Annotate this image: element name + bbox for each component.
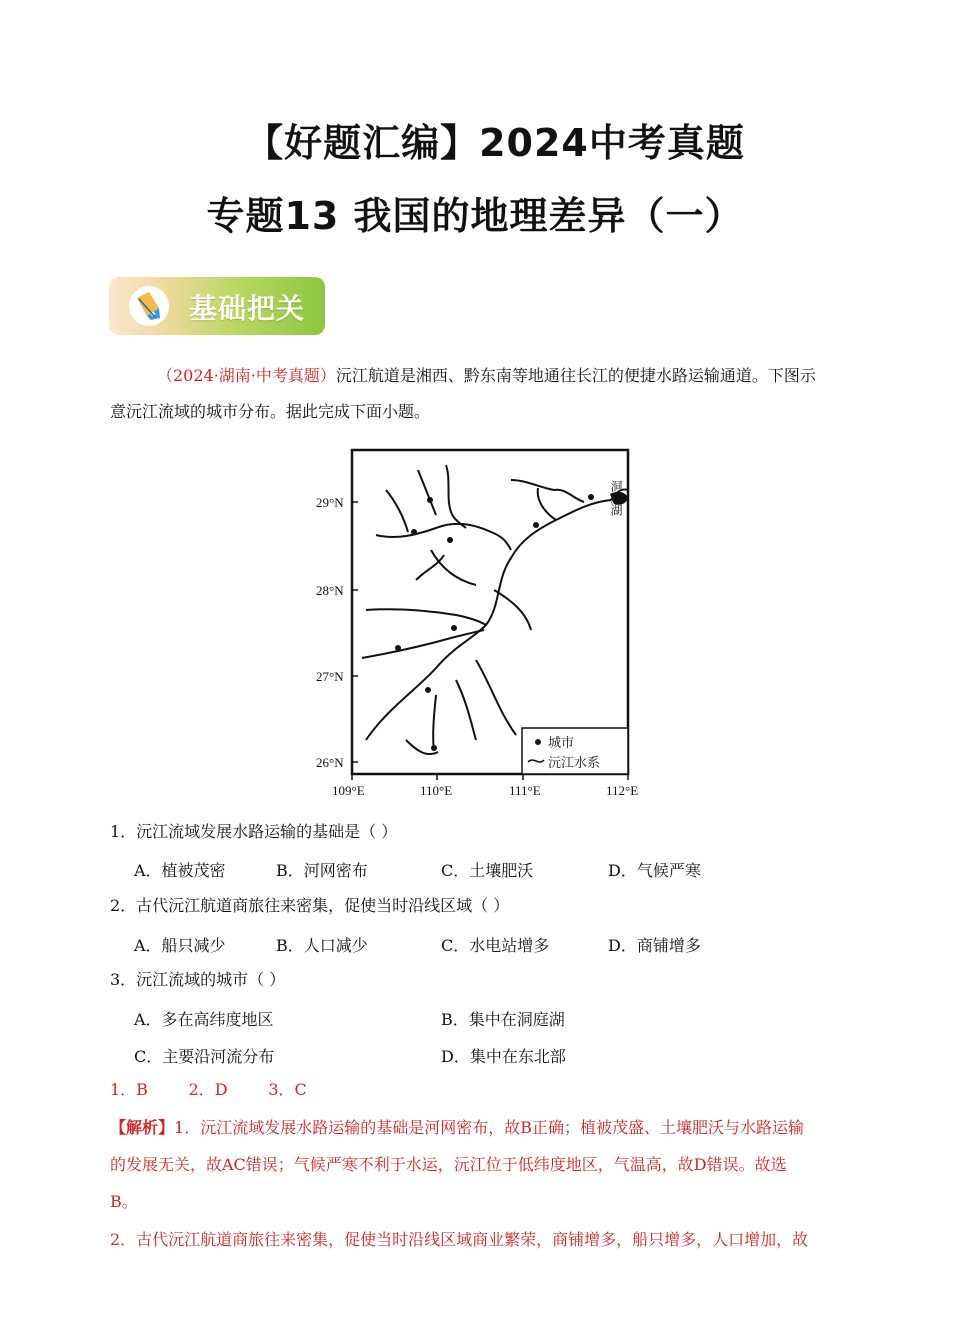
city-marker (588, 494, 594, 500)
q1-option-a: A．植被茂密 (134, 861, 226, 880)
question-3-stem: 3．沅江流域的城市（ ） (110, 970, 286, 989)
lat-label-27: 27°N (316, 669, 344, 684)
city-marker (431, 745, 437, 751)
analysis-line-1: 【解析】1．沅江流域发展水路运输的基础是河网密布，故B正确；植被茂盛、土壤肥沃与水路运输 (110, 1118, 804, 1137)
q3-option-a: A．多在高纬度地区 (134, 1010, 274, 1029)
q1-option-b: B．河网密布 (276, 861, 368, 880)
document-title: 【好题汇编】2024中考真题 (245, 121, 745, 165)
analysis-line-4: 2．古代沅江航道商旅往来密集，促使当时沿线区域商业繁荣，商铺增多，船只增多，人口增加，故 (110, 1230, 809, 1249)
city-marker (451, 625, 457, 631)
city-marker (533, 522, 539, 528)
question-1-stem: 1．沅江流域发展水路运输的基础是（ ） (110, 822, 398, 841)
q2-option-b: B．人口减少 (276, 936, 368, 955)
lat-label-26: 26°N (316, 755, 344, 770)
intro-line-1: （2024·湖南·中考真题）沅江航道是湘西、黔东南等地通往长江的便捷水路运输通道。下图示 (157, 366, 816, 385)
analysis-tag: 【解析】 (110, 1118, 175, 1137)
q2-option-c: C．水电站增多 (441, 936, 550, 955)
intro-line-2: 意沅江流域的城市分布。据此完成下面小题。 (110, 402, 431, 421)
legend-city-icon (535, 739, 541, 745)
badge-label: 基础把关 (189, 292, 306, 325)
city-marker (447, 537, 453, 543)
document-subtitle: 专题13 我国的地理差异（一） (206, 194, 744, 238)
source-tag: （2024·湖南·中考真题） (157, 366, 336, 385)
q3-option-b: B．集中在洞庭湖 (441, 1010, 565, 1029)
lon-label-109: 109°E (332, 783, 365, 798)
city-marker (395, 645, 401, 651)
lake-label: 洞庭湖 (609, 480, 623, 516)
city-marker (411, 529, 417, 535)
map-legend (522, 728, 628, 774)
legend-city-label: 城市 (548, 736, 575, 751)
city-marker (427, 497, 433, 503)
q3-option-d: D．集中在东北部 (441, 1047, 566, 1066)
lat-label-29: 29°N (316, 495, 344, 510)
question-2-stem: 2．古代沅江航道商旅往来密集，促使当时沿线区域（ ） (110, 896, 510, 915)
q3-option-c: C．主要沿河流分布 (134, 1047, 275, 1066)
lon-label-112: 112°E (606, 783, 639, 798)
answer-key: 1．B 2．D 3．C (110, 1080, 307, 1099)
pen-nib-icon (129, 286, 169, 326)
q1-option-c: C．土壤肥沃 (441, 861, 534, 880)
lat-label-28: 28°N (316, 583, 344, 598)
q2-option-a: A．船只减少 (134, 936, 226, 955)
q1-option-d: D．气候严寒 (608, 861, 701, 880)
river-network (362, 465, 628, 754)
q2-option-d: D．商铺增多 (608, 936, 701, 955)
city-marker (425, 687, 431, 693)
lon-label-110: 110°E (420, 783, 453, 798)
river-map (316, 440, 646, 800)
section-badge (109, 277, 325, 335)
analysis-line-3: B。 (110, 1192, 138, 1211)
legend-river-label: 沅江水系 (548, 756, 601, 771)
analysis-line-2: 的发展无关，故AC错误；气候严寒不利于水运，沅江位于低纬度地区，气温高，故D错误。故选 (110, 1155, 787, 1174)
lon-label-111: 111°E (509, 783, 541, 798)
